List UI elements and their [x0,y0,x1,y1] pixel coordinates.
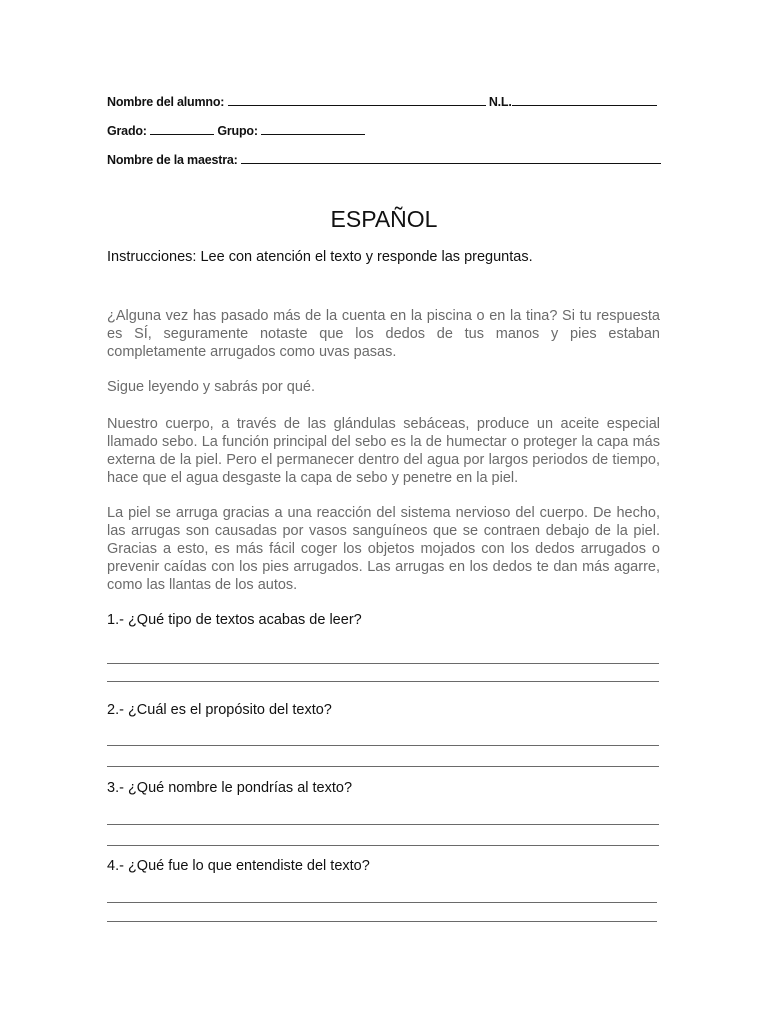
grade-field[interactable] [150,122,214,135]
paragraph-4: La piel se arruga gracias a una reacción del sistema nervioso del cuerpo. De hecho, las arrugas son causadas por vasos sanguíneos que se contraen debajo de la piel. Gracias a esto, es más fácil coger los objetos mojados con los dedos arrugados o prevenir caídas con los pies arrugados. Las arrugas en los dedos te dan más agarre, como las llantas de los autos. [107,505,660,593]
answer-line[interactable] [107,663,659,664]
student-name-row [107,93,657,109]
nl-label: N.L. [488,95,512,109]
grade-group-row [107,122,365,138]
answer-line[interactable] [107,824,659,825]
student-name-label: Nombre del alumno: [107,95,225,109]
answer-line[interactable] [107,902,657,903]
question-1: 1.- ¿Qué tipo de textos acabas de leer? [107,612,362,628]
question-3: 3.- ¿Qué nombre le pondrías al texto? [107,780,353,796]
group-label: Grupo: [217,124,258,138]
answer-line[interactable] [107,681,659,682]
teacher-name-row [107,151,661,167]
page-title: ESPAÑOL [330,206,438,232]
answer-line[interactable] [107,745,659,746]
paragraph-3: Nuestro cuerpo, a través de las glándulas sebáceas, produce un aceite especial llamado sebo. La función principal del sebo es la de humectar o proteger la capa más externa de la piel. Pero el permanecer dentro del agua por largos periodos de tiempo, hace que el agua desgaste la capa de sebo y penetre en la piel. [107,416,660,486]
question-4: 4.- ¿Qué fue lo que entendiste del texto? [107,858,370,874]
group-field[interactable] [261,122,365,135]
student-name-field[interactable] [228,93,486,106]
grade-label: Grado: [107,124,147,138]
paragraph-2: Sigue leyendo y sabrás por qué. [107,379,315,395]
answer-line[interactable] [107,766,659,767]
teacher-name-field[interactable] [241,151,661,164]
answer-line[interactable] [107,921,657,922]
answer-line[interactable] [107,845,659,846]
instructions: Instrucciones: Lee con atención el texto y responde las preguntas. [107,249,533,265]
teacher-name-label: Nombre de la maestra: [107,153,238,167]
question-2: 2.- ¿Cuál es el propósito del texto? [107,702,332,718]
paragraph-1: ¿Alguna vez has pasado más de la cuenta en la piscina o en la tina? Si tu respuesta es SÍ, seguramente notaste que los dedos de tus manos y pies estaban completamente arrugados como uvas pasas. [107,308,660,360]
nl-field[interactable] [512,93,657,106]
